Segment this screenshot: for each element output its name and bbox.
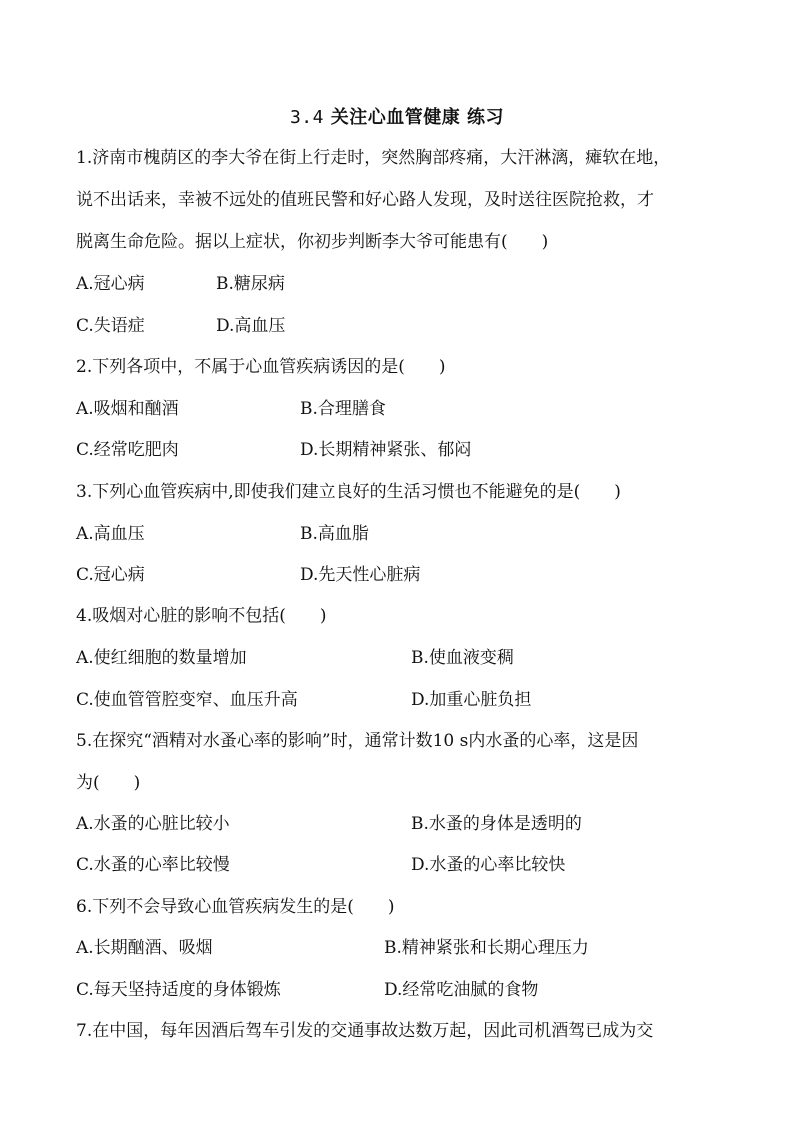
question-5-option-c: C.水蚤的心率比较慢 [76,855,230,875]
question-4-options-row-2 [76,679,718,721]
question-1-line-2: 说不出话来，幸被不远处的值班民警和好心路人发现，及时送往医院抢救，才 [76,190,654,210]
question-2-options-row-1 [76,388,718,430]
question-4 [76,595,718,637]
question-2-option-a: A.吸烟和酗酒 [76,399,179,419]
question-4-option-d: D.加重心脏负担 [411,690,532,710]
question-1-line-1: 1.济南市槐荫区的李大爷在街上行走时，突然胸部疼痛，大汗淋漓，瘫软在地， [76,148,671,168]
title-text: 关注心血管健康 练习 [330,107,505,128]
question-6-options-row-1 [76,927,718,969]
question-3-option-b: B.高血脂 [300,524,369,544]
question-6 [76,886,718,928]
question-4-options-row-1 [76,637,718,679]
question-4-option-c: C.使血管管腔变窄、血压升高 [76,690,298,710]
question-1-options-row-2 [76,305,718,347]
question-2-options-row-2 [76,429,718,471]
question-6-option-a: A.长期酗酒、吸烟 [76,938,213,958]
question-3-option-d: D.先天性心脏病 [300,565,421,585]
question-3-line-1: 3.下列心血管疾病中,即使我们建立良好的生活习惯也不能避免的是( ) [76,482,621,502]
question-5 [76,720,718,804]
question-3-options-row-2 [76,554,718,596]
question-5-line-2: 为( ) [76,773,141,793]
question-1-line-3: 脱离生命危险。据以上症状，你初步判断李大爷可能患有( ) [76,232,549,252]
question-3 [76,471,718,513]
question-5-options-row-1 [76,803,718,845]
question-1-option-d: D.高血压 [216,316,286,336]
question-5-option-a: A.水蚤的心脏比较小 [76,814,230,834]
question-6-option-d: D.经常吃油腻的食物 [384,980,539,1000]
question-4-option-a: A.使红细胞的数量增加 [76,648,247,668]
page-title [0,103,794,129]
question-6-option-c: C.每天坚持适度的身体锻炼 [76,980,281,1000]
question-6-line-1: 6.下列不会导致心血管疾病发生的是( ) [76,897,395,917]
question-1-option-a: A.冠心病 [76,274,145,294]
question-1-option-c: C.失语症 [76,316,145,336]
question-2-option-b: B.合理膳食 [300,399,386,419]
question-5-option-b: B.水蚤的身体是透明的 [411,814,582,834]
question-5-options-row-2 [76,844,718,886]
question-2-option-d: D.长期精神紧张、郁闷 [300,440,472,460]
title-number: 3.4 [289,107,324,128]
question-5-line-1: 5.在探究“酒精对水蚤心率的影响”时，通常计数10 s内水蚤的心率，这是因 [76,731,639,751]
question-4-line-1: 4.吸烟对心脏的影响不包括( ) [76,606,327,626]
question-7-line-1: 7.在中国，每年因酒后驾车引发的交通事故达数万起，因此司机酒驾已成为交 [76,1021,654,1041]
question-1-option-b: B.糖尿病 [216,274,285,294]
question-2-line-1: 2.下列各项中，不属于心血管疾病诱因的是( ) [76,357,446,377]
question-2-option-c: C.经常吃肥肉 [76,440,179,460]
question-4-option-b: B.使血液变稠 [411,648,514,668]
question-3-option-c: C.冠心病 [76,565,145,585]
question-7 [76,1010,718,1052]
question-3-options-row-1 [76,513,718,555]
question-5-option-d: D.水蚤的心率比较快 [411,855,566,875]
question-3-option-a: A.高血压 [76,524,145,544]
question-6-options-row-2 [76,969,718,1011]
question-6-option-b: B.精神紧张和长期心理压力 [384,938,589,958]
question-1 [76,137,718,263]
question-2 [76,346,718,388]
question-1-options-row-1 [76,263,718,305]
